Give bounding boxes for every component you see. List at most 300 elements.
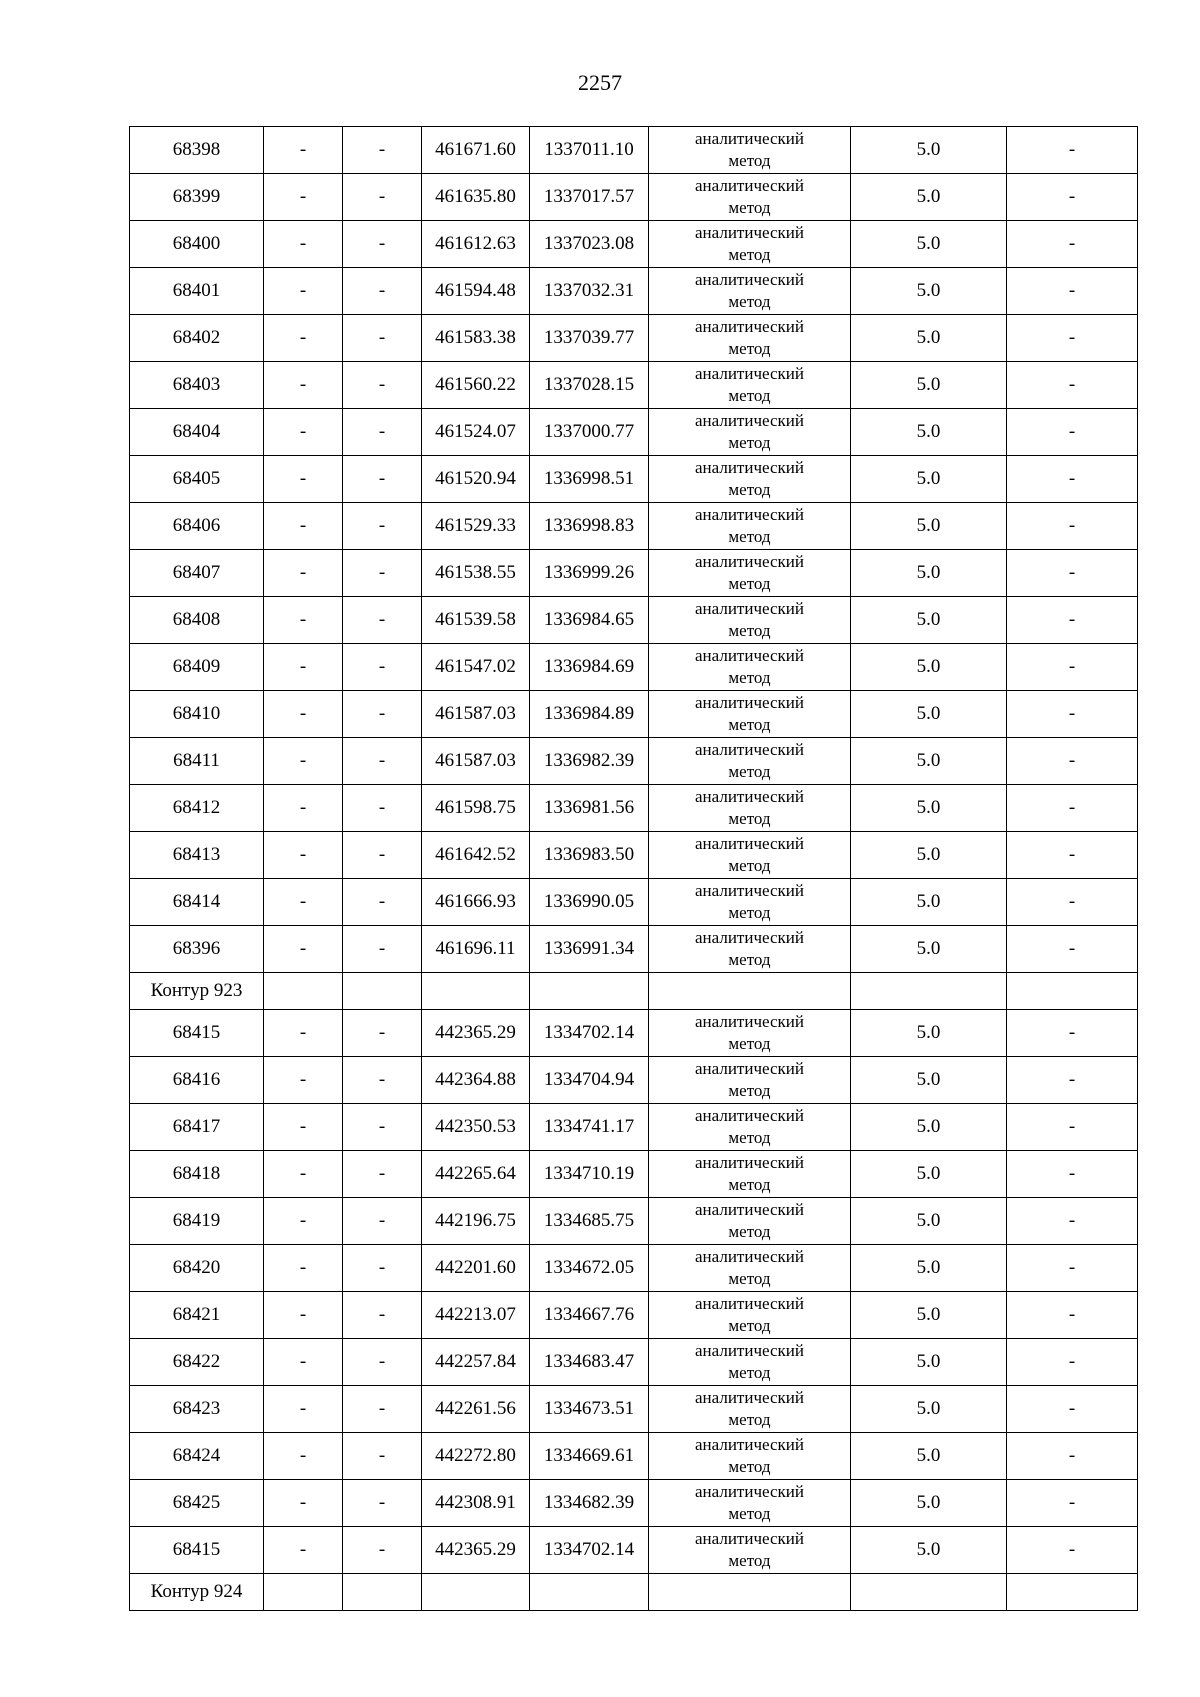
method-cell <box>649 1057 851 1104</box>
accuracy-cell: 5.0 <box>851 503 1007 550</box>
y-coordinate-cell: 1337023.08 <box>530 221 649 268</box>
method-line-1: аналитический <box>695 1529 804 1548</box>
dash-cell: - <box>343 268 422 315</box>
table-row <box>130 550 1138 597</box>
empty-cell <box>422 1574 530 1611</box>
table-row <box>130 1527 1138 1574</box>
x-coordinate-cell: 461524.07 <box>422 409 530 456</box>
dash-cell: - <box>343 1151 422 1198</box>
method-line-2: метод <box>728 1410 771 1429</box>
point-id-cell: 68405 <box>130 456 264 503</box>
dash-cell: - <box>264 268 343 315</box>
table-row <box>130 174 1138 221</box>
accuracy-cell: 5.0 <box>851 926 1007 973</box>
method-line-2: метод <box>728 1222 771 1241</box>
table-row <box>130 409 1138 456</box>
dash-cell: - <box>343 1480 422 1527</box>
accuracy-cell: 5.0 <box>851 456 1007 503</box>
accuracy-cell: 5.0 <box>851 550 1007 597</box>
point-id-cell: 68408 <box>130 597 264 644</box>
dash-cell: - <box>264 1386 343 1433</box>
dash-cell: - <box>1007 174 1138 221</box>
method-line-2: метод <box>728 856 771 875</box>
y-coordinate-cell: 1336999.26 <box>530 550 649 597</box>
method-cell <box>649 550 851 597</box>
y-coordinate-cell: 1334672.05 <box>530 1245 649 1292</box>
method-line-1: аналитический <box>695 1341 804 1360</box>
dash-cell: - <box>264 785 343 832</box>
empty-cell <box>343 1574 422 1611</box>
accuracy-cell: 5.0 <box>851 362 1007 409</box>
y-coordinate-cell: 1336984.69 <box>530 644 649 691</box>
x-coordinate-cell: 461594.48 <box>422 268 530 315</box>
method-line-2: метод <box>728 809 771 828</box>
y-coordinate-cell: 1336991.34 <box>530 926 649 973</box>
dash-cell: - <box>343 1104 422 1151</box>
accuracy-cell: 5.0 <box>851 1292 1007 1339</box>
y-coordinate-cell: 1334673.51 <box>530 1386 649 1433</box>
dash-cell: - <box>264 1104 343 1151</box>
dash-cell: - <box>264 221 343 268</box>
x-coordinate-cell: 461598.75 <box>422 785 530 832</box>
method-line-2: метод <box>728 574 771 593</box>
method-line-1: аналитический <box>695 505 804 524</box>
method-cell <box>649 1386 851 1433</box>
y-coordinate-cell: 1337039.77 <box>530 315 649 362</box>
method-line-2: метод <box>728 1457 771 1476</box>
dash-cell: - <box>264 926 343 973</box>
dash-cell: - <box>264 691 343 738</box>
method-line-2: метод <box>728 1128 771 1147</box>
table-row <box>130 268 1138 315</box>
method-cell <box>649 1104 851 1151</box>
x-coordinate-cell: 442201.60 <box>422 1245 530 1292</box>
x-coordinate-cell: 461539.58 <box>422 597 530 644</box>
method-cell <box>649 315 851 362</box>
method-line-2: метод <box>728 762 771 781</box>
dash-cell: - <box>264 1198 343 1245</box>
accuracy-cell: 5.0 <box>851 691 1007 738</box>
empty-cell <box>851 973 1007 1010</box>
table-row <box>130 456 1138 503</box>
method-cell <box>649 738 851 785</box>
dash-cell: - <box>343 1057 422 1104</box>
dash-cell: - <box>264 127 343 174</box>
point-id-cell: 68401 <box>130 268 264 315</box>
table-row <box>130 644 1138 691</box>
table-row <box>130 832 1138 879</box>
dash-cell: - <box>343 644 422 691</box>
method-cell <box>649 785 851 832</box>
table-row <box>130 1480 1138 1527</box>
accuracy-cell: 5.0 <box>851 315 1007 362</box>
page-number: 2257 <box>578 70 622 95</box>
x-coordinate-cell: 461547.02 <box>422 644 530 691</box>
method-cell <box>649 879 851 926</box>
method-cell <box>649 1339 851 1386</box>
y-coordinate-cell: 1336990.05 <box>530 879 649 926</box>
dash-cell: - <box>1007 127 1138 174</box>
method-line-1: аналитический <box>695 646 804 665</box>
x-coordinate-cell: 442261.56 <box>422 1386 530 1433</box>
x-coordinate-cell: 442265.64 <box>422 1151 530 1198</box>
empty-cell <box>649 973 851 1010</box>
dash-cell: - <box>264 1433 343 1480</box>
y-coordinate-cell: 1334682.39 <box>530 1480 649 1527</box>
method-line-1: аналитический <box>695 1435 804 1454</box>
accuracy-cell: 5.0 <box>851 1433 1007 1480</box>
dash-cell: - <box>343 597 422 644</box>
table-row <box>130 127 1138 174</box>
point-id-cell: 68415 <box>130 1010 264 1057</box>
dash-cell: - <box>264 738 343 785</box>
method-line-2: метод <box>728 1363 771 1382</box>
dash-cell: - <box>264 644 343 691</box>
point-id-cell: 68420 <box>130 1245 264 1292</box>
accuracy-cell: 5.0 <box>851 127 1007 174</box>
table-row <box>130 1010 1138 1057</box>
dash-cell: - <box>1007 785 1138 832</box>
dash-cell: - <box>264 597 343 644</box>
method-line-1: аналитический <box>695 317 804 336</box>
dash-cell: - <box>1007 597 1138 644</box>
method-line-1: аналитический <box>695 834 804 853</box>
method-line-1: аналитический <box>695 693 804 712</box>
table-row <box>130 362 1138 409</box>
point-id-cell: 68402 <box>130 315 264 362</box>
method-line-2: метод <box>728 386 771 405</box>
table-row <box>130 1386 1138 1433</box>
dash-cell: - <box>1007 644 1138 691</box>
table-row <box>130 503 1138 550</box>
dash-cell: - <box>264 1480 343 1527</box>
dash-cell: - <box>264 1292 343 1339</box>
accuracy-cell: 5.0 <box>851 1198 1007 1245</box>
dash-cell: - <box>1007 1433 1138 1480</box>
method-line-1: аналитический <box>695 599 804 618</box>
section-label: Контур 924 <box>130 1574 264 1611</box>
point-id-cell: 68398 <box>130 127 264 174</box>
table-row <box>130 1198 1138 1245</box>
method-line-2: метод <box>728 339 771 358</box>
dash-cell: - <box>1007 691 1138 738</box>
method-line-2: метод <box>728 621 771 640</box>
method-line-1: аналитический <box>695 1247 804 1266</box>
dash-cell: - <box>264 503 343 550</box>
x-coordinate-cell: 461583.38 <box>422 315 530 362</box>
y-coordinate-cell: 1336983.50 <box>530 832 649 879</box>
method-cell <box>649 1433 851 1480</box>
method-line-1: аналитический <box>695 787 804 806</box>
point-id-cell: 68396 <box>130 926 264 973</box>
point-id-cell: 68415 <box>130 1527 264 1574</box>
dash-cell: - <box>1007 1339 1138 1386</box>
point-id-cell: 68422 <box>130 1339 264 1386</box>
method-cell <box>649 1292 851 1339</box>
method-cell <box>649 597 851 644</box>
dash-cell: - <box>264 879 343 926</box>
accuracy-cell: 5.0 <box>851 409 1007 456</box>
point-id-cell: 68411 <box>130 738 264 785</box>
x-coordinate-cell: 461560.22 <box>422 362 530 409</box>
method-line-2: метод <box>728 480 771 499</box>
point-id-cell: 68413 <box>130 832 264 879</box>
y-coordinate-cell: 1337032.31 <box>530 268 649 315</box>
y-coordinate-cell: 1336998.51 <box>530 456 649 503</box>
dash-cell: - <box>343 1010 422 1057</box>
method-cell <box>649 1151 851 1198</box>
accuracy-cell: 5.0 <box>851 1151 1007 1198</box>
dash-cell: - <box>264 315 343 362</box>
method-cell <box>649 503 851 550</box>
dash-cell: - <box>264 1057 343 1104</box>
table-row <box>130 691 1138 738</box>
method-line-1: аналитический <box>695 928 804 947</box>
dash-cell: - <box>343 1339 422 1386</box>
empty-cell <box>422 973 530 1010</box>
empty-cell <box>343 973 422 1010</box>
method-line-2: метод <box>728 292 771 311</box>
method-line-1: аналитический <box>695 129 804 148</box>
point-id-cell: 68416 <box>130 1057 264 1104</box>
dash-cell: - <box>1007 456 1138 503</box>
table-row <box>130 1245 1138 1292</box>
x-coordinate-cell: 461642.52 <box>422 832 530 879</box>
x-coordinate-cell: 461587.03 <box>422 691 530 738</box>
method-line-1: аналитический <box>695 1200 804 1219</box>
dash-cell: - <box>1007 738 1138 785</box>
method-line-1: аналитический <box>695 881 804 900</box>
method-line-1: аналитический <box>695 740 804 759</box>
method-line-1: аналитический <box>695 1294 804 1313</box>
y-coordinate-cell: 1336984.65 <box>530 597 649 644</box>
x-coordinate-cell: 461612.63 <box>422 221 530 268</box>
method-line-2: метод <box>728 1081 771 1100</box>
dash-cell: - <box>1007 926 1138 973</box>
dash-cell: - <box>1007 1292 1138 1339</box>
accuracy-cell: 5.0 <box>851 738 1007 785</box>
method-cell <box>649 644 851 691</box>
section-row <box>130 1574 1138 1611</box>
point-id-cell: 68407 <box>130 550 264 597</box>
accuracy-cell: 5.0 <box>851 1245 1007 1292</box>
method-line-2: метод <box>728 1551 771 1570</box>
point-id-cell: 68414 <box>130 879 264 926</box>
point-id-cell: 68404 <box>130 409 264 456</box>
x-coordinate-cell: 461520.94 <box>422 456 530 503</box>
dash-cell: - <box>343 221 422 268</box>
point-id-cell: 68409 <box>130 644 264 691</box>
method-line-1: аналитический <box>695 552 804 571</box>
accuracy-cell: 5.0 <box>851 221 1007 268</box>
table-row <box>130 1057 1138 1104</box>
method-line-1: аналитический <box>695 364 804 383</box>
method-line-1: аналитический <box>695 223 804 242</box>
point-id-cell: 68399 <box>130 174 264 221</box>
x-coordinate-cell: 442196.75 <box>422 1198 530 1245</box>
dash-cell: - <box>343 409 422 456</box>
accuracy-cell: 5.0 <box>851 832 1007 879</box>
empty-cell <box>649 1574 851 1611</box>
method-line-1: аналитический <box>695 1106 804 1125</box>
y-coordinate-cell: 1334683.47 <box>530 1339 649 1386</box>
dash-cell: - <box>343 1433 422 1480</box>
dash-cell: - <box>343 362 422 409</box>
method-cell <box>649 1198 851 1245</box>
x-coordinate-cell: 442213.07 <box>422 1292 530 1339</box>
method-cell <box>649 456 851 503</box>
method-line-2: метод <box>728 1034 771 1053</box>
dash-cell: - <box>1007 1386 1138 1433</box>
dash-cell: - <box>264 1339 343 1386</box>
accuracy-cell: 5.0 <box>851 1057 1007 1104</box>
dash-cell: - <box>1007 1527 1138 1574</box>
method-cell <box>649 362 851 409</box>
method-cell <box>649 1480 851 1527</box>
coordinates-table <box>129 126 1138 1611</box>
dash-cell: - <box>1007 550 1138 597</box>
accuracy-cell: 5.0 <box>851 1386 1007 1433</box>
x-coordinate-cell: 461529.33 <box>422 503 530 550</box>
method-cell <box>649 174 851 221</box>
method-line-2: метод <box>728 668 771 687</box>
dash-cell: - <box>1007 409 1138 456</box>
dash-cell: - <box>264 1010 343 1057</box>
dash-cell: - <box>343 1198 422 1245</box>
dash-cell: - <box>264 456 343 503</box>
x-coordinate-cell: 461671.60 <box>422 127 530 174</box>
y-coordinate-cell: 1337028.15 <box>530 362 649 409</box>
y-coordinate-cell: 1336984.89 <box>530 691 649 738</box>
table-row <box>130 1292 1138 1339</box>
dash-cell: - <box>264 409 343 456</box>
method-line-2: метод <box>728 527 771 546</box>
accuracy-cell: 5.0 <box>851 1480 1007 1527</box>
method-cell <box>649 409 851 456</box>
dash-cell: - <box>264 174 343 221</box>
x-coordinate-cell: 442308.91 <box>422 1480 530 1527</box>
dash-cell: - <box>1007 1010 1138 1057</box>
method-line-2: метод <box>728 1269 771 1288</box>
method-cell <box>649 832 851 879</box>
dash-cell: - <box>1007 1057 1138 1104</box>
accuracy-cell: 5.0 <box>851 644 1007 691</box>
method-line-2: метод <box>728 198 771 217</box>
table-row <box>130 1104 1138 1151</box>
method-line-2: метод <box>728 1175 771 1194</box>
accuracy-cell: 5.0 <box>851 174 1007 221</box>
method-line-1: аналитический <box>695 1012 804 1031</box>
dash-cell: - <box>1007 221 1138 268</box>
method-cell <box>649 268 851 315</box>
dash-cell: - <box>343 1386 422 1433</box>
empty-cell <box>1007 973 1138 1010</box>
method-line-1: аналитический <box>695 1388 804 1407</box>
accuracy-cell: 5.0 <box>851 268 1007 315</box>
dash-cell: - <box>343 879 422 926</box>
point-id-cell: 68406 <box>130 503 264 550</box>
empty-cell <box>1007 1574 1138 1611</box>
accuracy-cell: 5.0 <box>851 1104 1007 1151</box>
dash-cell: - <box>343 315 422 362</box>
x-coordinate-cell: 461635.80 <box>422 174 530 221</box>
x-coordinate-cell: 461538.55 <box>422 550 530 597</box>
dash-cell: - <box>1007 362 1138 409</box>
method-cell <box>649 1010 851 1057</box>
y-coordinate-cell: 1336981.56 <box>530 785 649 832</box>
y-coordinate-cell: 1334710.19 <box>530 1151 649 1198</box>
dash-cell: - <box>264 362 343 409</box>
dash-cell: - <box>343 738 422 785</box>
point-id-cell: 68410 <box>130 691 264 738</box>
dash-cell: - <box>343 1245 422 1292</box>
dash-cell: - <box>1007 503 1138 550</box>
method-line-1: аналитический <box>695 176 804 195</box>
point-id-cell: 68423 <box>130 1386 264 1433</box>
empty-cell <box>264 973 343 1010</box>
table-row <box>130 926 1138 973</box>
y-coordinate-cell: 1336982.39 <box>530 738 649 785</box>
point-id-cell: 68424 <box>130 1433 264 1480</box>
point-id-cell: 68419 <box>130 1198 264 1245</box>
x-coordinate-cell: 442365.29 <box>422 1010 530 1057</box>
x-coordinate-cell: 442257.84 <box>422 1339 530 1386</box>
y-coordinate-cell: 1334702.14 <box>530 1010 649 1057</box>
dash-cell: - <box>264 1527 343 1574</box>
dash-cell: - <box>1007 832 1138 879</box>
accuracy-cell: 5.0 <box>851 597 1007 644</box>
dash-cell: - <box>1007 879 1138 926</box>
y-coordinate-cell: 1334667.76 <box>530 1292 649 1339</box>
dash-cell: - <box>343 832 422 879</box>
x-coordinate-cell: 461666.93 <box>422 879 530 926</box>
method-line-2: метод <box>728 715 771 734</box>
method-cell <box>649 926 851 973</box>
x-coordinate-cell: 461696.11 <box>422 926 530 973</box>
dash-cell: - <box>343 1527 422 1574</box>
accuracy-cell: 5.0 <box>851 1339 1007 1386</box>
empty-cell <box>264 1574 343 1611</box>
x-coordinate-cell: 461587.03 <box>422 738 530 785</box>
method-line-2: метод <box>728 950 771 969</box>
method-cell <box>649 1527 851 1574</box>
method-line-2: метод <box>728 903 771 922</box>
point-id-cell: 68425 <box>130 1480 264 1527</box>
dash-cell: - <box>264 832 343 879</box>
dash-cell: - <box>1007 315 1138 362</box>
dash-cell: - <box>343 691 422 738</box>
table-row <box>130 1433 1138 1480</box>
point-id-cell: 68403 <box>130 362 264 409</box>
table-row <box>130 879 1138 926</box>
accuracy-cell: 5.0 <box>851 1010 1007 1057</box>
dash-cell: - <box>264 1151 343 1198</box>
x-coordinate-cell: 442365.29 <box>422 1527 530 1574</box>
table-row <box>130 785 1138 832</box>
point-id-cell: 68400 <box>130 221 264 268</box>
method-cell <box>649 221 851 268</box>
method-line-2: метод <box>728 1316 771 1335</box>
method-line-1: аналитический <box>695 1153 804 1172</box>
dash-cell: - <box>343 127 422 174</box>
dash-cell: - <box>264 550 343 597</box>
method-line-1: аналитический <box>695 411 804 430</box>
dash-cell: - <box>343 926 422 973</box>
section-label: Контур 923 <box>130 973 264 1010</box>
y-coordinate-cell: 1337000.77 <box>530 409 649 456</box>
dash-cell: - <box>264 1245 343 1292</box>
table-row <box>130 1151 1138 1198</box>
